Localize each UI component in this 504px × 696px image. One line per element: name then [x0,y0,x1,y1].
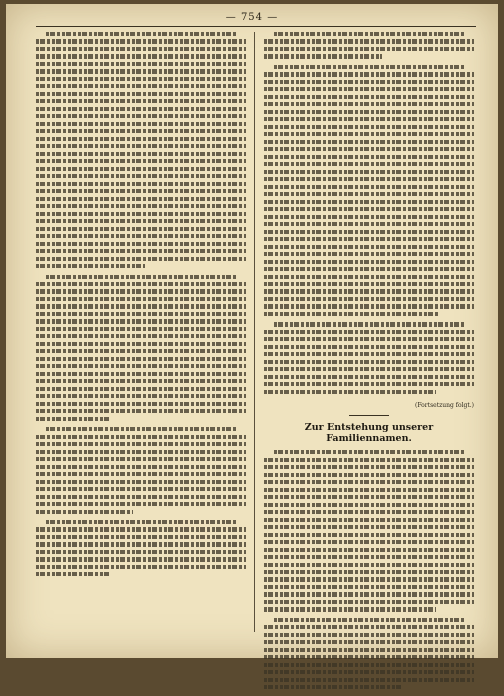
text-line [264,245,474,249]
text-line [36,472,246,476]
text-line [264,473,474,477]
text-line [264,607,436,611]
text-line [264,267,474,271]
text-line [264,663,474,667]
text-line [36,364,246,368]
text-line [36,487,246,491]
text-line [36,572,110,576]
text-line [36,457,246,461]
text-line [36,495,246,499]
text-line [36,435,246,439]
text-line [36,227,246,231]
text-line [264,633,474,637]
continuation-note: (Fortsetzung folgt.) [415,402,474,410]
text-line [36,107,246,111]
text-line [36,99,246,103]
paragraph [36,275,246,421]
text-line [36,409,246,413]
text-line [264,685,401,689]
text-line [36,114,246,118]
text-line [264,503,474,507]
text-line [36,92,246,96]
paragraph [36,32,246,268]
text-line [264,548,474,552]
text-line [36,304,246,308]
text-line [36,197,246,201]
paragraph-gap [264,693,474,696]
section-title: Zur Entstehung unserer Familiennamen. [304,422,434,445]
paragraph-gap [264,397,474,400]
text-line [264,147,474,151]
text-line [264,185,474,189]
text-line [36,527,246,531]
text-line [264,585,474,589]
text-line [264,47,474,51]
text-line [36,379,246,383]
text-line [36,289,246,293]
text-line [36,69,246,73]
text-line [264,345,474,349]
text-line [264,525,474,529]
text-line [36,219,246,223]
text-line [264,282,474,286]
text-line [36,450,246,454]
text-line [36,204,246,208]
text-line [264,155,474,159]
text-line [46,32,236,36]
text-line [274,618,464,622]
text-line [264,80,474,84]
text-line [36,39,246,43]
text-line [36,122,246,126]
text-line [36,47,246,51]
text-line [264,162,474,166]
text-line [36,264,145,268]
text-line [264,367,474,371]
text-line [264,390,436,394]
text-line [264,510,474,514]
text-line [264,592,474,596]
text-line [36,327,246,331]
text-line [36,510,133,514]
text-line [264,260,474,264]
text-line [264,458,474,462]
text-line [36,189,246,193]
text-line [36,542,246,546]
text-line [264,382,474,386]
text-line [36,77,246,81]
text-line [264,54,382,58]
text-line [264,678,474,682]
text-line [36,550,246,554]
paragraph [264,32,474,59]
text-line [36,535,246,539]
text-line [264,177,474,181]
text-line [36,334,246,338]
text-line [264,577,474,581]
text-line [264,275,474,279]
text-line [36,144,246,148]
text-line [36,282,246,286]
text-line [36,417,110,421]
text-line [46,427,236,431]
text-line [264,297,474,301]
text-line [264,670,474,674]
text-line [264,95,474,99]
text-line [264,480,474,484]
text-line [264,600,474,604]
text-line [36,182,246,186]
text-line [36,54,246,58]
paragraph [264,450,474,611]
text-line [264,102,474,106]
text-line [274,65,464,69]
text-line [36,387,246,391]
text-line [264,625,474,629]
paragraph [36,427,246,513]
text-line [264,132,474,136]
text-line [264,488,474,492]
paragraph [264,65,474,316]
paragraph [264,322,474,393]
paragraph [36,520,246,576]
text-line [264,375,474,379]
page-number: — 754 — [225,12,279,23]
text-line [36,319,246,323]
text-line [36,62,246,66]
text-line [264,330,474,334]
text-line [264,495,474,499]
text-line [36,442,246,446]
text-line [264,289,474,293]
text-line [264,237,474,241]
text-line [264,110,474,114]
newspaper-page [6,4,498,658]
text-line [36,257,246,261]
text-line [264,39,474,43]
text-line [264,533,474,537]
text-line [264,192,474,196]
text-line [264,337,474,341]
text-line [264,360,474,364]
text-line [36,242,246,246]
text-line [274,32,464,36]
text-line [36,402,246,406]
text-line [36,480,246,484]
text-line [36,465,246,469]
text-line [264,215,474,219]
text-line [264,518,474,522]
text-line [264,563,474,567]
text-line [264,352,474,356]
text-line [274,450,464,454]
text-line [264,125,474,129]
paragraph [264,618,474,689]
section-rule [349,415,389,416]
text-line [36,129,246,133]
text-line [264,207,474,211]
text-line [46,275,236,279]
text-line [36,349,246,353]
text-line [36,152,246,156]
text-line [36,249,246,253]
text-line [264,555,474,559]
text-line [264,170,474,174]
text-line [264,252,474,256]
text-line [264,87,474,91]
text-line [264,540,474,544]
text-line [274,322,464,326]
text-line [264,230,474,234]
text-line [264,200,474,204]
text-line [264,117,474,121]
text-line [264,570,474,574]
text-line [36,342,246,346]
text-line [36,372,246,376]
text-line [36,174,246,178]
text-line [36,234,246,238]
text-line [36,502,246,506]
text-line [36,167,246,171]
text-line [264,304,474,308]
text-line [264,72,474,76]
paragraph-gap [36,580,246,583]
text-line [36,357,246,361]
text-line [36,394,246,398]
text-line [36,557,246,561]
text-line [36,565,246,569]
right-column [264,32,474,696]
text-line [264,465,474,469]
text-line [36,137,246,141]
left-column [36,32,246,583]
text-line [36,84,246,88]
text-line [264,655,474,659]
text-line [264,640,474,644]
header-rule [36,26,476,27]
text-line [36,297,246,301]
text-line [264,312,438,316]
text-line [264,648,474,652]
text-line [264,140,474,144]
text-line [36,212,246,216]
text-line [264,222,474,226]
column-divider [254,32,255,632]
text-line [36,312,246,316]
text-line [36,159,246,163]
text-line [46,520,236,524]
